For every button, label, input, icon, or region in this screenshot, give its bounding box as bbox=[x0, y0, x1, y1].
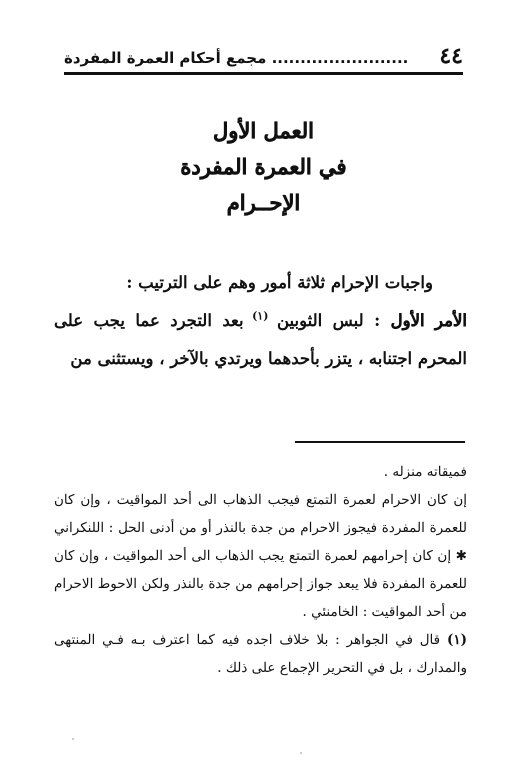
chapter-heading: العمل الأول bbox=[213, 118, 314, 143]
first-obligation-text-b: بعد التجرد عما يجب على المحرم اجتنابه ، يتزر بأحدهما ويرتدي بالآخر ، ويستثنى من bbox=[54, 311, 467, 368]
page-header bbox=[64, 40, 463, 75]
scan-speck bbox=[72, 738, 74, 740]
first-obligation-paragraph bbox=[54, 302, 467, 378]
topic-heading: الإحــرام bbox=[226, 190, 301, 215]
first-obligation-label: الأمر الأول bbox=[390, 311, 467, 330]
label-colon: : bbox=[363, 311, 391, 330]
footnote-1-text: قال في الجواهر : بلا خلاف اجده فيه كما اعترف بـه فـي المنتهى والمدارك ، بل في التحرير الإجماع على ذلك . bbox=[54, 632, 467, 676]
running-title: ........................ مجمع أحكام العمرة المفردة bbox=[64, 49, 409, 67]
scan-speck bbox=[300, 752, 302, 754]
footnote-divider bbox=[295, 441, 465, 443]
subject-heading: في العمرة المفردة bbox=[180, 154, 347, 179]
page-number: ٤٤ bbox=[439, 43, 463, 69]
first-obligation-text-a: لبس الثوبين bbox=[276, 311, 364, 330]
footnote-continuation: فميقاته منزله . bbox=[383, 464, 467, 480]
footnote-paragraph: إن كان الاحرام لعمرة التمتع فيجب الذهاب الى أحد المواقيت ، وإن كان للعمرة المفردة فيجوز الاحرام من جدة بالنذر أو من أدنى الحل : اللنكراني ✱ إن كان إحرامهم لعمرة التمتع يجب الذهاب الى أحد المواقيت ، وإن كان للعمرة المفردة فلا يبعد جواز إحرامهم من جدة بالنذر ولكن الاحوط الاحرام من أحد المواقيت : الخامنئي . bbox=[54, 492, 467, 620]
intro-paragraph: واجبات الإحرام ثلاثة أمور وهم على الترتيب : bbox=[126, 273, 433, 292]
footnote-1 bbox=[54, 626, 467, 682]
footnote-reference[interactable]: (١) bbox=[243, 309, 277, 323]
footnotes-section bbox=[54, 458, 467, 682]
footnote-1-number: (١) bbox=[446, 632, 467, 648]
main-text bbox=[54, 264, 467, 378]
